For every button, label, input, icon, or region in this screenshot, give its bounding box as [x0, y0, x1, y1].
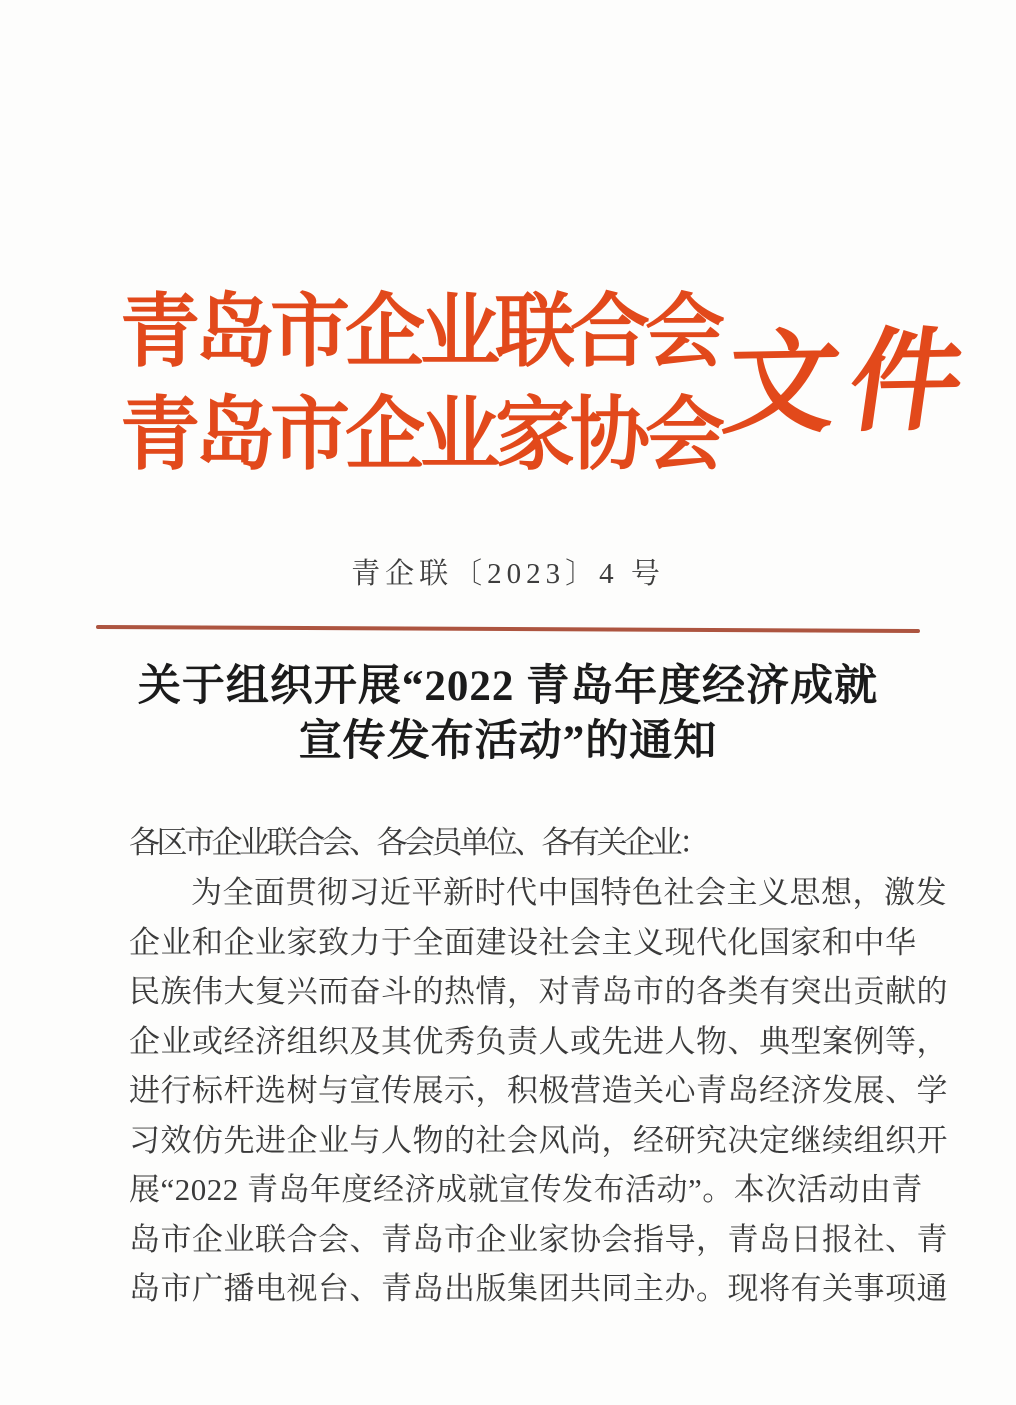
- notice-title-line1: 关于组织开展“2022 青岛年度经济成就: [137, 663, 879, 710]
- notice-body: [129, 818, 948, 1314]
- body-line: 为全面贯彻习近平新时代中国特色社会主义思想，激发: [191, 875, 947, 910]
- doc-number: 青企联〔2023〕4 号: [351, 558, 665, 590]
- salutation: 各区市企业联合会、各会员单位、各有关企业：: [129, 825, 707, 860]
- body-line: 习效仿先进企业与人物的社会风尚，经研究决定继续组织开: [129, 1122, 948, 1158]
- body-line: 民族伟大复兴而奋斗的热情，对青岛市的各类有突出贡献的: [129, 974, 948, 1009]
- body-line: 岛市广播电视台、青岛出版集团共同主办。现将有关事项通: [129, 1271, 948, 1306]
- org-name-line2: 青岛市企业家协会: [120, 392, 720, 480]
- notice-title-line2: 宣传发布活动”的通知: [298, 718, 718, 765]
- doc-type-label: 文件: [716, 319, 984, 449]
- body-line: 企业和企业家致力于全面建设社会主义现代化国家和中华: [129, 924, 917, 960]
- body-line: 进行标杆选树与宣传展示，积极营造关心青岛经济发展、学: [129, 1073, 948, 1108]
- notice-title: [0, 659, 1016, 769]
- letterhead: [120, 282, 720, 488]
- red-divider-line: [96, 625, 920, 633]
- body-line: 企业或经济组织及其优秀负责人或先进人物、典型案例等，: [129, 1023, 948, 1059]
- body-line: 展“2022 青岛年度经济成就宣传发布活动”。本次活动由青: [129, 1172, 923, 1207]
- org-name-line1: 青岛市企业联合会: [120, 289, 720, 377]
- body-line: 岛市企业联合会、青岛市企业家协会指导，青岛日报社、青: [129, 1221, 948, 1257]
